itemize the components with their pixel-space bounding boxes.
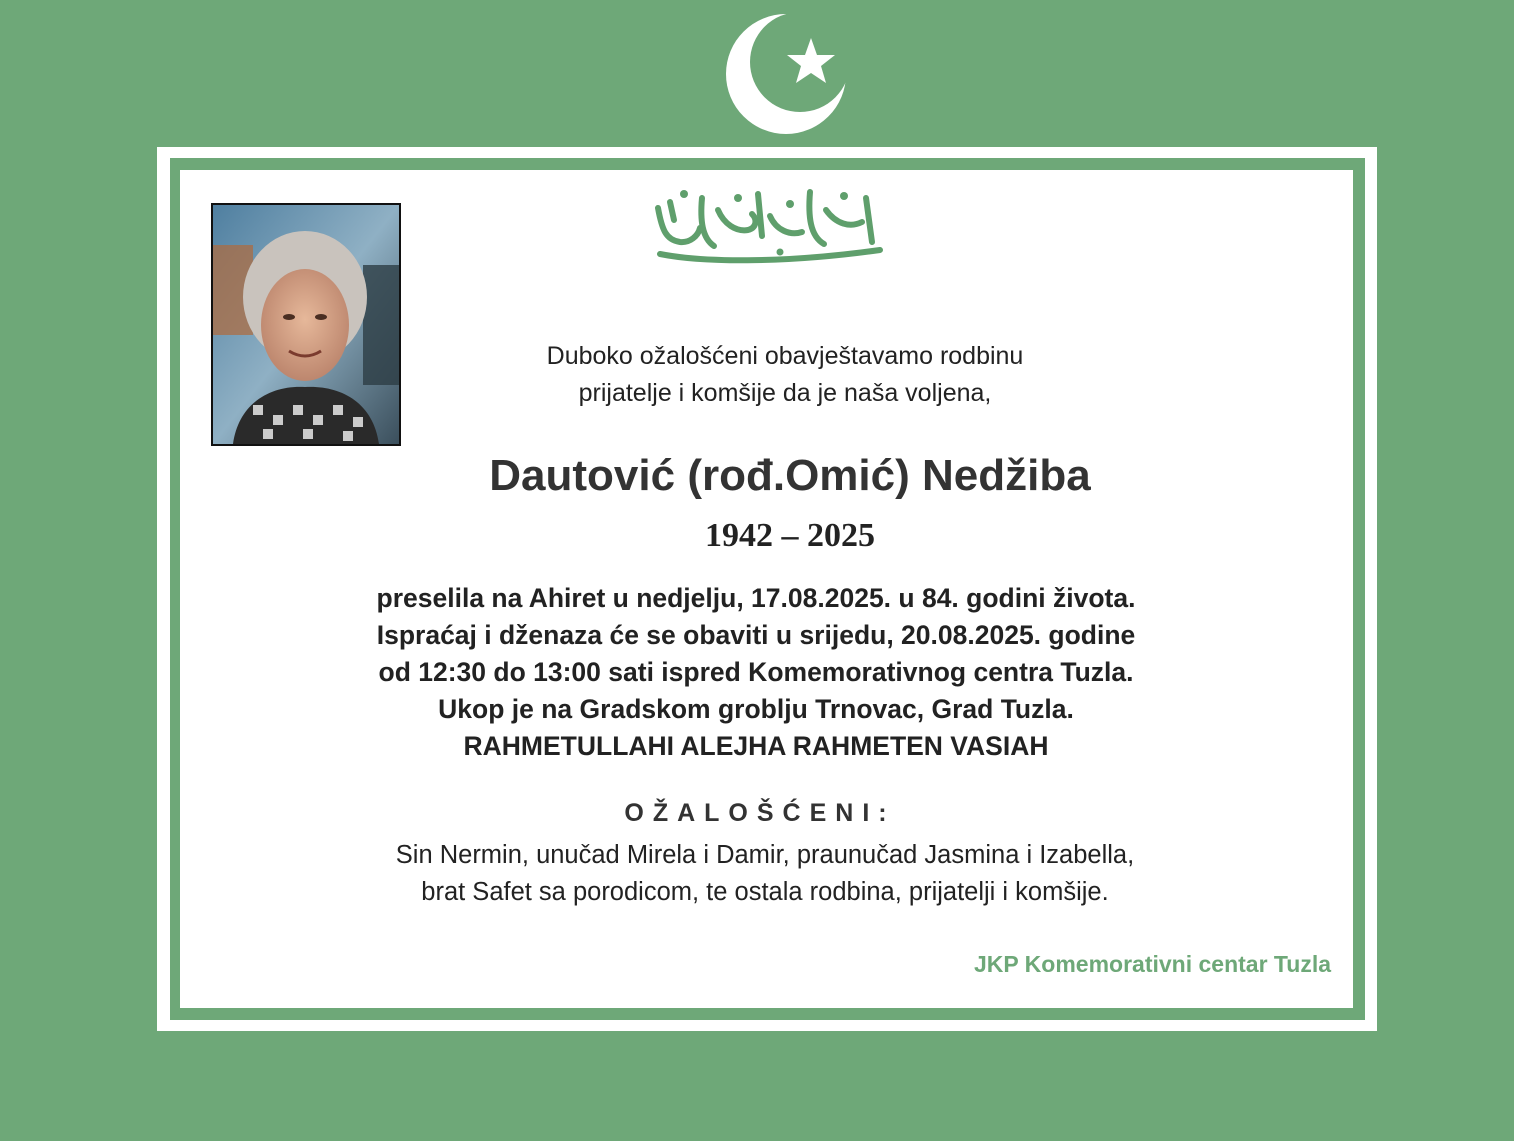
life-years: 1942 – 2025 [705,517,875,554]
mourners-line: brat Safet sa porodicom, te ostala rodbina, prijatelji i komšije. [421,878,1109,906]
mourners-heading: OŽALOŠĆENI: [624,799,896,827]
funeral-details [200,580,1312,765]
intro-text [410,338,1160,412]
mourners-line: Sin Nermin, unučad Mirela i Damir, praunučad Jasmina i Izabella, [395,841,1135,869]
detail-line: preselila na Ahiret u nedjelju, 17.08.2025. u 84. godini života. [376,583,1136,613]
mourners-list [240,837,1290,911]
crescent-star-icon [718,10,858,140]
deceased-name: Dautović (rođ.Omić) Nedžiba [489,451,1091,500]
arabic-calligraphy-icon [640,180,900,270]
deceased-portrait-photo [211,203,401,446]
obituary-card [180,170,1353,1008]
detail-line: od 12:30 do 13:00 sati ispred Komemorativnog centra Tuzla. [378,657,1134,687]
intro-line: Duboko ožalošćeni obavještavamo rodbinu [546,342,1024,370]
intro-line: prijatelje i komšije da je naša voljena, [578,379,992,407]
organization-signature: JKP Komemorativni centar Tuzla [973,951,1331,977]
detail-line: Ispraćaj i dženaza će se obaviti u srijedu, 20.08.2025. godine [376,620,1136,650]
detail-line: RAHMETULLAHI ALEJHA RAHMETEN VASIAH [463,731,1049,761]
detail-line: Ukop je na Gradskom groblju Trnovac, Grad Tuzla. [438,694,1074,724]
